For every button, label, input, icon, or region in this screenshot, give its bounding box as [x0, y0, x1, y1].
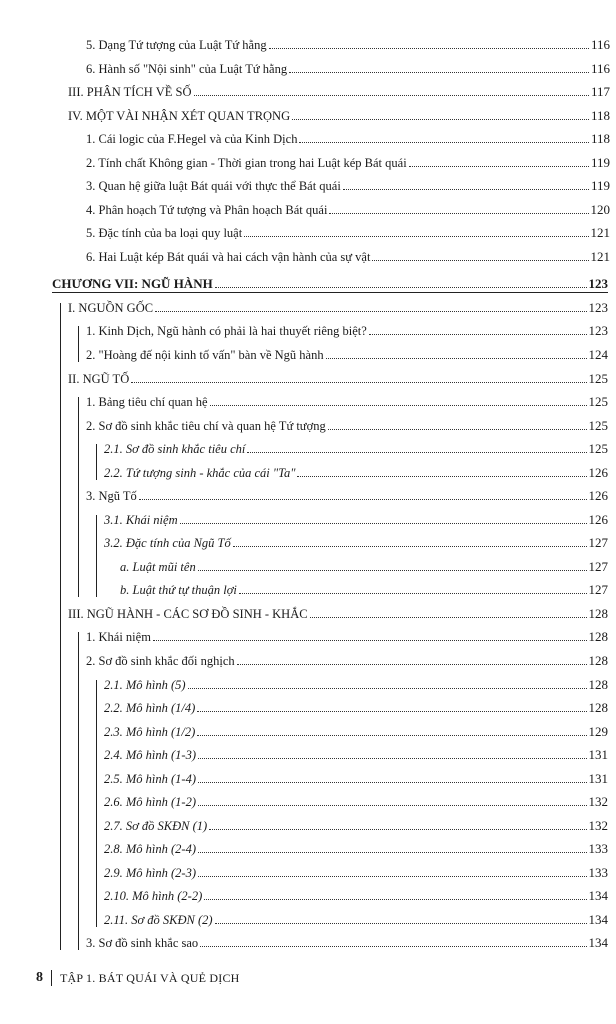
toc-entry-page: 131	[588, 771, 608, 786]
toc-entry-page: 125	[588, 418, 608, 433]
toc-entry-label: 2. Tính chất Không gian - Thời gian trong hai Luật kép Bát quái	[86, 156, 407, 170]
toc-entry-page: 127	[588, 582, 608, 597]
toc-entry	[120, 552, 608, 574]
toc-entry-label: 4. Phân hoạch Tứ tượng và Phân hoạch Bát quái	[86, 203, 328, 217]
toc-entry	[104, 458, 608, 480]
toc-entry-page: 128	[588, 677, 608, 692]
toc-entry	[104, 717, 608, 739]
toc-entry-page: 127	[588, 535, 608, 550]
dot-leader	[198, 570, 587, 571]
toc-entry-page: 116	[590, 61, 610, 76]
toc-entry-label: III. NGŨ HÀNH - CÁC SƠ ĐỒ SINH - KHẮC	[68, 607, 308, 621]
dot-leader	[180, 523, 587, 524]
dot-leader	[188, 688, 587, 689]
toc-entry	[86, 622, 608, 644]
tree-line-level3	[96, 444, 97, 480]
dot-leader	[247, 452, 586, 453]
toc-entry	[104, 787, 608, 809]
toc-entry-page: 123	[588, 323, 608, 338]
toc-entry-label: III. PHÂN TÍCH VỀ SỐ	[68, 85, 192, 99]
toc-entry-page: 116	[590, 37, 610, 52]
toc-entry	[68, 77, 610, 99]
dot-leader	[328, 429, 587, 430]
toc-entry	[86, 316, 608, 338]
toc-entry-label: a. Luật mũi tên	[120, 560, 196, 574]
toc-entry-label: 2.4. Mô hình (1-3)	[104, 748, 196, 762]
toc-entry-page: 134	[588, 912, 608, 927]
dot-leader	[198, 758, 587, 759]
toc-entry-page: 118	[590, 108, 610, 123]
toc-entry-label: b. Luật thứ tự thuận lợi	[120, 583, 237, 597]
dot-leader	[237, 664, 587, 665]
toc-entry	[104, 764, 608, 786]
toc-entry-page: 119	[590, 155, 610, 170]
toc-entry	[86, 646, 608, 668]
toc-entry-page: 126	[588, 512, 608, 527]
toc-entry-label: 2.1. Mô hình (5)	[104, 678, 186, 692]
dot-leader	[139, 499, 587, 500]
chapter-rule	[52, 292, 608, 293]
toc-entry-label: 1. Khái niệm	[86, 630, 151, 644]
toc-entry-page: 126	[588, 488, 608, 503]
toc-entry-label: 3. Quan hệ giữa luật Bát quái với thực thể Bát quái	[86, 179, 341, 193]
toc-entry-label: I. NGUỒN GỐC	[68, 301, 154, 315]
toc-entry-label: 2.7. Sơ đồ SKĐN (1)	[104, 819, 208, 833]
dot-leader	[198, 805, 587, 806]
toc-entry-label: 2.8. Mô hình (2-4)	[104, 842, 196, 856]
toc-entry	[104, 834, 608, 856]
dot-leader	[372, 260, 588, 261]
toc-entry-label: 6. Hai Luật kép Bát quái và hai cách vận hành của sự vật	[86, 250, 371, 264]
toc-entry-page: 128	[588, 629, 608, 644]
toc-entry-page: 132	[588, 818, 608, 833]
toc-entry	[86, 481, 608, 503]
dot-leader	[369, 334, 587, 335]
dot-leader	[197, 711, 586, 712]
toc-entry	[104, 434, 608, 456]
dot-leader	[204, 899, 586, 900]
toc-entry-label: 2.2. Mô hình (1/4)	[104, 701, 196, 715]
toc-entry-page: 121	[590, 225, 610, 240]
book-title: TẬP 1. BÁT QUÁI VÀ QUẺ DỊCH	[60, 970, 240, 985]
page-number: 8	[36, 970, 43, 985]
dot-leader	[131, 382, 586, 383]
dot-leader	[343, 189, 589, 190]
toc-entry	[86, 30, 610, 52]
toc-entry	[86, 387, 608, 409]
toc-entry	[104, 693, 608, 715]
toc-entry-label: 2. "Hoàng đế nội kinh tố vấn" bàn về Ngũ hành	[86, 348, 324, 362]
toc-entry	[104, 740, 608, 762]
toc-entry-label: 5. Dạng Tứ tượng của Luật Tứ hằng	[86, 38, 267, 52]
toc-entry-page: 128	[588, 700, 608, 715]
dot-leader	[155, 311, 586, 312]
toc-entry-page: 121	[590, 249, 610, 264]
toc-entry-page: 128	[588, 606, 608, 621]
toc-entry-label: 3.1. Khái niệm	[104, 513, 178, 527]
toc-entry-page: 133	[588, 865, 608, 880]
tree-line-level2	[78, 397, 79, 597]
footer-divider	[51, 970, 52, 986]
dot-leader	[289, 72, 589, 73]
toc-entry-label: 3. Ngũ Tố	[86, 489, 137, 503]
dot-leader	[310, 617, 587, 618]
toc-entry-label: 3.2. Đặc tính của Ngũ Tố	[104, 536, 231, 550]
dot-leader	[194, 95, 589, 96]
toc-entry	[68, 293, 608, 315]
toc-entry-label: 2.3. Mô hình (1/2)	[104, 725, 196, 739]
toc-entry-page: 128	[588, 653, 608, 668]
toc-entry	[68, 599, 608, 621]
dot-leader	[197, 735, 586, 736]
toc-entry-page: 125	[588, 441, 608, 456]
toc-entry	[104, 811, 608, 833]
toc-entry	[86, 195, 610, 217]
dot-leader	[326, 358, 587, 359]
toc-entry-page: 129	[588, 724, 608, 739]
toc-entry-label: 6. Hành số "Nội sinh" của Luật Tứ hằng	[86, 62, 288, 76]
toc-entry-label: CHƯƠNG VII: NGŨ HÀNH	[52, 276, 213, 291]
dot-leader	[210, 405, 587, 406]
toc-entry-page: 123	[588, 276, 608, 291]
toc-entry	[104, 670, 608, 692]
toc-entry-page: 127	[588, 559, 608, 574]
toc-entry	[86, 171, 610, 193]
tree-line-level3	[96, 515, 97, 597]
dot-leader	[198, 782, 587, 783]
toc-entry-page: 117	[590, 84, 610, 99]
dot-leader	[239, 593, 587, 594]
toc-entry-label: 2.1. Sơ đồ sinh khắc tiêu chí	[104, 442, 246, 456]
toc-entry-label: 2.11. Sơ đồ SKĐN (2)	[104, 913, 213, 927]
toc-entry-label: 2.9. Mô hình (2-3)	[104, 866, 196, 880]
dot-leader	[297, 476, 586, 477]
toc-entry	[104, 505, 608, 527]
toc-entry-page: 119	[590, 178, 610, 193]
toc-entry-label: 2.2. Tứ tượng sinh - khắc của cái "Ta"	[104, 466, 296, 480]
dot-leader	[153, 640, 587, 641]
toc-entry	[120, 575, 608, 597]
toc-entry-page: 134	[588, 888, 608, 903]
toc-entry-label: 1. Kinh Dịch, Ngũ hành có phải là hai thuyết riêng biệt?	[86, 324, 367, 338]
toc-entry-page: 123	[588, 300, 608, 315]
dot-leader	[292, 119, 589, 120]
toc-entry-label: 2.5. Mô hình (1-4)	[104, 772, 196, 786]
toc-entry-page: 134	[588, 935, 608, 950]
dot-leader	[329, 213, 588, 214]
toc-entry	[68, 101, 610, 123]
toc-entry-label: 2.6. Mô hình (1-2)	[104, 795, 196, 809]
toc-entry	[104, 528, 608, 550]
toc-entry-label: 5. Đặc tính của ba loại quy luật	[86, 226, 243, 240]
tree-line-level2	[78, 632, 79, 950]
toc-entry-label: 3. Sơ đồ sinh khắc sao	[86, 936, 199, 950]
toc-entry	[68, 364, 608, 386]
toc-entry-page: 124	[588, 347, 608, 362]
toc-entry	[86, 218, 610, 240]
toc-entry-label: II. NGŨ TỐ	[68, 372, 130, 386]
toc-entry-page: 118	[590, 131, 610, 146]
tree-line-level2	[78, 326, 79, 362]
dot-leader	[299, 142, 589, 143]
dot-leader	[269, 48, 589, 49]
toc-entry-label: 2. Sơ đồ sinh khắc đối nghịch	[86, 654, 235, 668]
dot-leader	[215, 287, 587, 288]
toc-entry-page: 120	[590, 202, 610, 217]
toc-entry-page: 131	[588, 747, 608, 762]
toc-entry	[86, 411, 608, 433]
dot-leader	[200, 946, 586, 947]
toc-entry-label: IV. MỘT VÀI NHẬN XÉT QUAN TRỌNG	[68, 109, 291, 123]
dot-leader	[198, 876, 587, 877]
dot-leader	[244, 236, 588, 237]
toc-entry-label: 1. Bảng tiêu chí quan hệ	[86, 395, 208, 409]
toc-entry-page: 132	[588, 794, 608, 809]
toc-entry-page: 133	[588, 841, 608, 856]
toc-entry	[86, 54, 610, 76]
dot-leader	[215, 923, 587, 924]
toc-entry-page: 126	[588, 465, 608, 480]
dot-leader	[209, 829, 586, 830]
toc-entry-label: 2. Sơ đồ sinh khắc tiêu chí và quan hệ Tứ tượng	[86, 419, 326, 433]
toc-chapter-heading	[52, 269, 608, 291]
toc-entry-page: 125	[588, 394, 608, 409]
dot-leader	[233, 546, 587, 547]
toc-entry-page: 125	[588, 371, 608, 386]
toc-entry-label: 1. Cái logic của F.Hegel và của Kinh Dịch	[86, 132, 298, 146]
toc-entry	[104, 881, 608, 903]
dot-leader	[409, 166, 589, 167]
page-footer	[36, 968, 240, 988]
toc-entry	[104, 858, 608, 880]
toc-entry	[86, 124, 610, 146]
toc-entry	[86, 928, 608, 950]
tree-line-level1	[60, 303, 61, 950]
toc-entry	[86, 242, 610, 264]
dot-leader	[198, 852, 587, 853]
toc-entry-label: 2.10. Mô hình (2-2)	[104, 889, 203, 903]
toc-entry	[104, 905, 608, 927]
tree-line-level3	[96, 680, 97, 927]
toc-entry	[86, 148, 610, 170]
toc-entry	[86, 340, 608, 362]
